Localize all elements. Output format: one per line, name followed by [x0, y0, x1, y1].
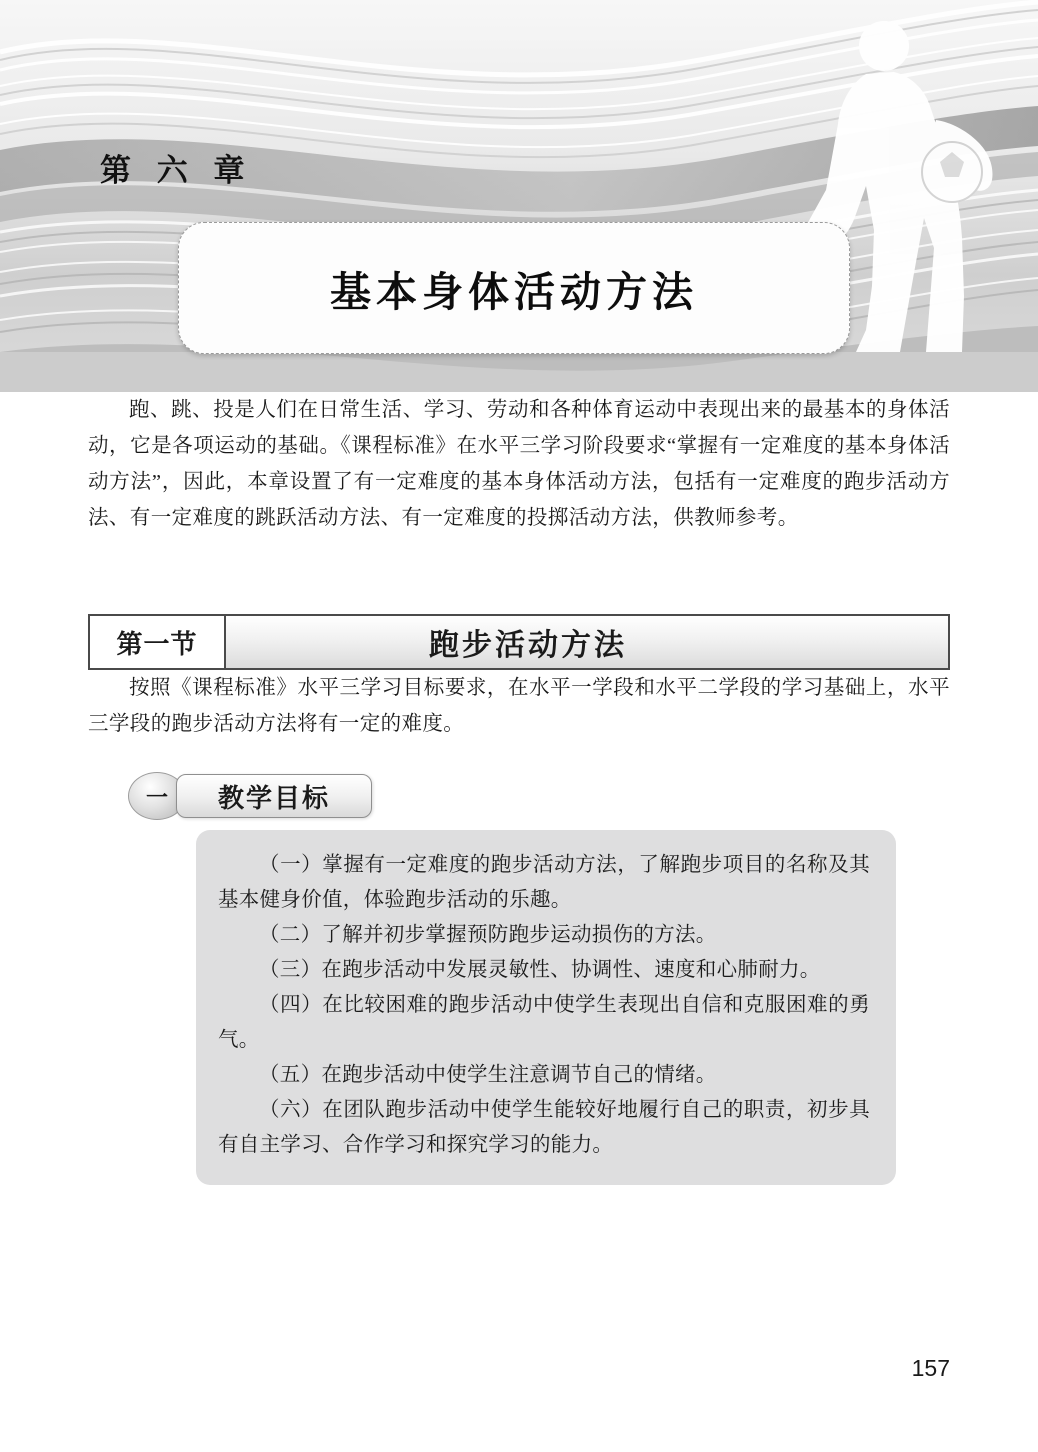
intro-paragraph: 跑、跳、投是人们在日常生活、学习、劳动和各种体育运动中表现出来的最基本的身体活动，它是各项运动的基础。《课程标准》在水平三学习阶段要求“掌握有一定难度的基本身体活动方法”，因此，本章设置了有一定难度的基本身体活动方法，包括有一定难度的跑步活动方法、有一定难度的跳跃活动方法、有一定难度的投掷活动方法，供教师参考。	[88, 399, 950, 529]
objective-item: （四）在比较困难的跑步活动中使学生表现出自信和克服困难的勇气。	[218, 994, 870, 1051]
page-number: 157	[911, 1355, 950, 1381]
subsection-badge: 一	[128, 772, 186, 820]
chapter-number-label: 第 六 章	[100, 153, 254, 188]
objective-item: （三）在跑步活动中发展灵敏性、协调性、速度和心肺耐力。	[259, 959, 821, 981]
chapter-title-box	[178, 222, 850, 354]
page-content	[0, 392, 1038, 1185]
section-title: 跑步活动方法	[226, 616, 948, 668]
section-header-bar	[88, 614, 950, 670]
objective-item: （五）在跑步活动中使学生注意调节自己的情绪。	[259, 1064, 717, 1086]
chapter-title: 基本身体活动方法	[330, 268, 698, 315]
section-number: 第一节	[90, 616, 226, 668]
objective-item: （六）在团队跑步活动中使学生能较好地履行自己的职责，初步具有自主学习、合作学习和探究学习的能力。	[218, 1099, 870, 1156]
objective-item: （一）掌握有一定难度的跑步活动方法，了解跑步项目的名称及其基本健身价值，体验跑步活动的乐趣。	[218, 854, 870, 911]
teaching-objectives-panel	[196, 830, 896, 1185]
objective-item: （二）了解并初步掌握预防跑步运动损伤的方法。	[259, 924, 717, 946]
section-lead-paragraph: 按照《课程标准》水平三学习目标要求，在水平一学段和水平二学段的学习基础上，水平三学段的跑步活动方法将有一定的难度。	[88, 677, 950, 735]
chapter-banner	[0, 0, 1038, 392]
subsection-heading	[88, 772, 950, 820]
subsection-label: 教学目标	[176, 774, 372, 818]
